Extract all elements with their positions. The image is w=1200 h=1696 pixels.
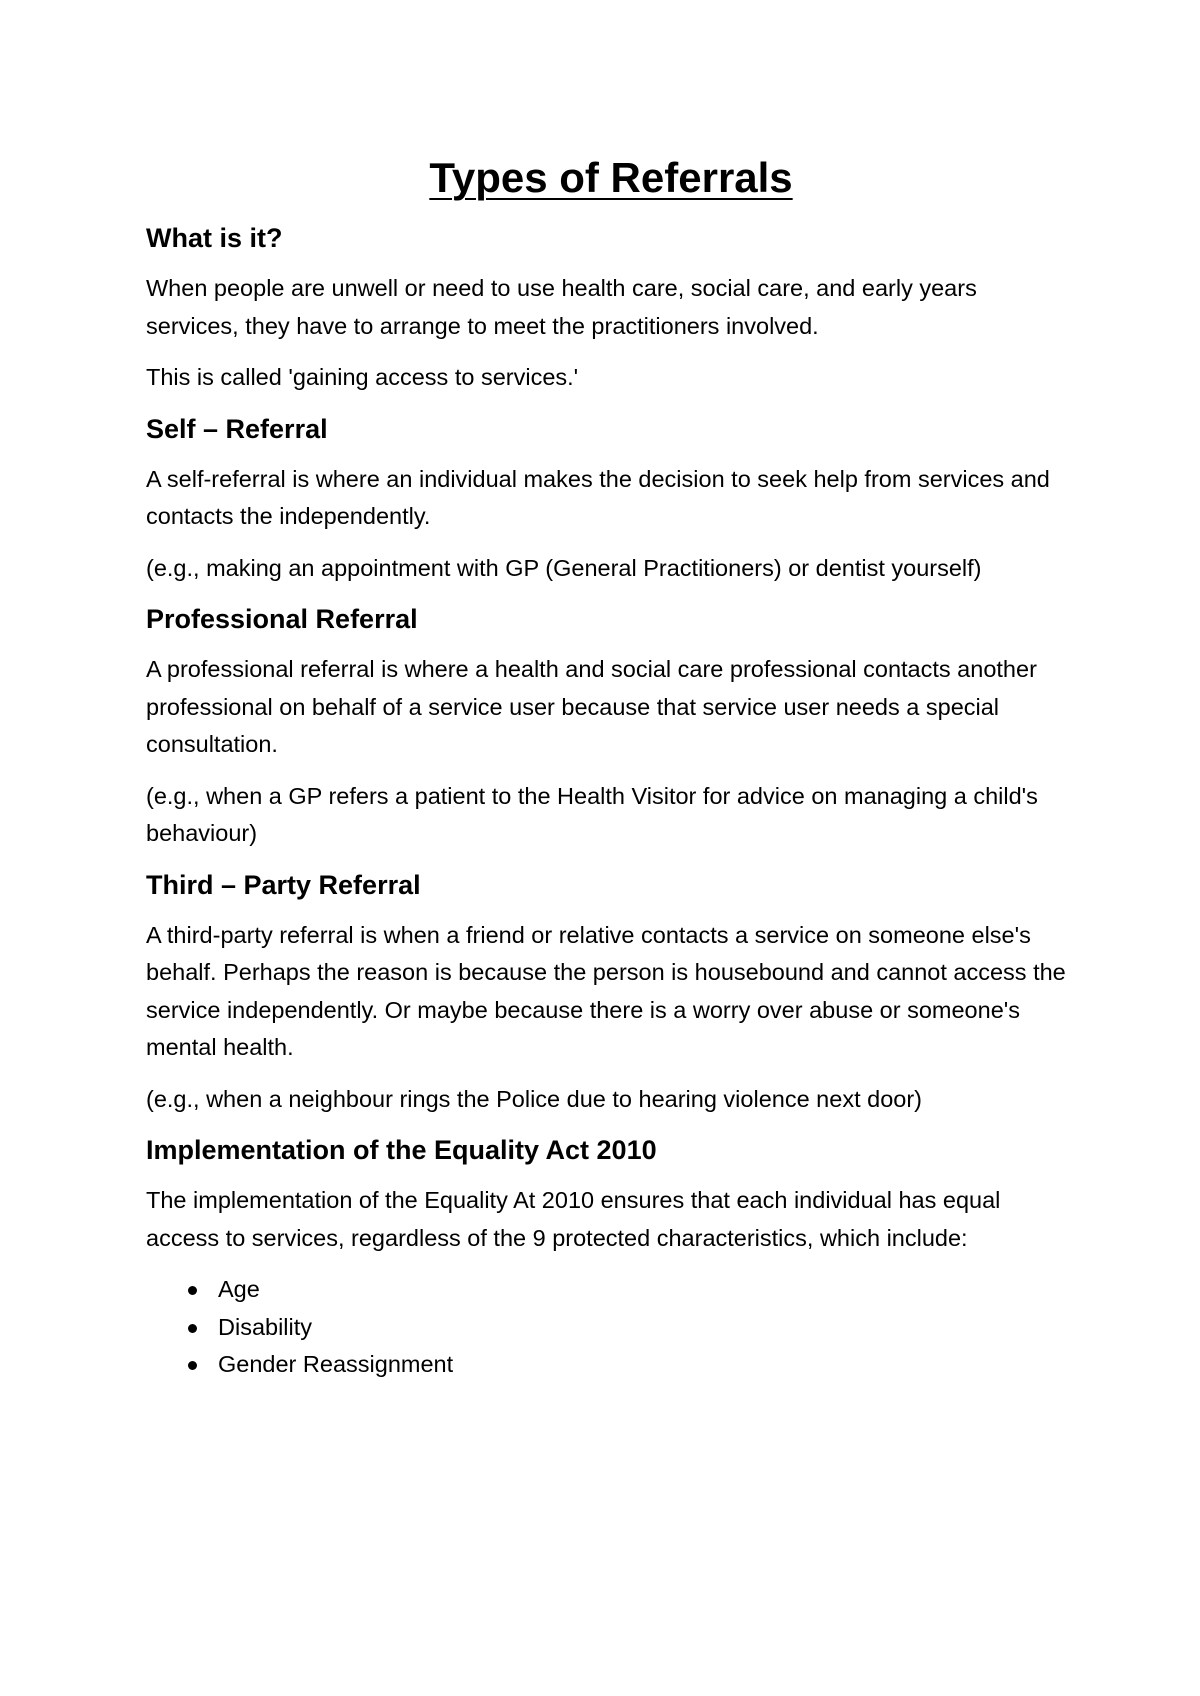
page-title: Types of Referrals — [429, 154, 793, 201]
document-body — [146, 150, 1076, 1384]
section-third-party-referral — [146, 867, 1076, 1119]
list-item-text: Age — [218, 1276, 260, 1302]
section-professional-referral — [146, 601, 1076, 853]
paragraph: The implementation of the Equality At 2010 ensures that each individual has equal access to services, regardless of the 9 protected characteristics, which include: — [146, 1187, 1001, 1251]
list-item — [146, 1309, 1076, 1347]
section-heading: Professional Referral — [146, 604, 418, 634]
paragraph: (e.g., making an appointment with GP (General Practitioners) or dentist yourself) — [146, 554, 982, 581]
paragraph: This is called 'gaining access to services.' — [146, 364, 579, 390]
paragraph: (e.g., when a GP refers a patient to the Health Visitor for advice on managing a child's behaviour) — [146, 782, 1038, 846]
section-heading: Third – Party Referral — [146, 869, 421, 900]
paragraph: A self-referral is where an individual makes the decision to seek help from services and contacts the independently. — [146, 465, 1050, 529]
list-item-text: Disability — [218, 1313, 313, 1340]
bullet-icon — [188, 1361, 197, 1370]
paragraph: (e.g., when a neighbour rings the Police due to hearing violence next door) — [146, 1085, 922, 1112]
list-item — [146, 1346, 1076, 1384]
paragraph: A third-party referral is when a friend or relative contacts a service on someone else's behalf. Perhaps the reason is because the person is housebound and cannot access the service independently. Or maybe because there is a worry over abuse or someone's mental health. — [146, 921, 1066, 1060]
paragraph: A professional referral is where a health and social care professional contacts another professional on behalf of a service user because that service user needs a special consultation. — [146, 656, 1037, 757]
section-heading: What is it? — [146, 223, 283, 253]
bullet-list — [146, 1271, 1076, 1384]
section-heading: Implementation of the Equality Act 2010 — [146, 1135, 657, 1165]
section-equality-act — [146, 1132, 1076, 1384]
paragraph: When people are unwell or need to use health care, social care, and early years services, they have to arrange to meet the practitioners involved. — [146, 275, 977, 339]
bullet-icon — [188, 1286, 197, 1295]
section-self-referral — [146, 411, 1076, 588]
section-what-is-it — [146, 220, 1076, 397]
section-heading: Self – Referral — [146, 413, 328, 444]
list-item-text: Gender Reassignment — [218, 1351, 454, 1377]
list-item — [146, 1271, 1076, 1309]
bullet-icon — [188, 1324, 197, 1333]
